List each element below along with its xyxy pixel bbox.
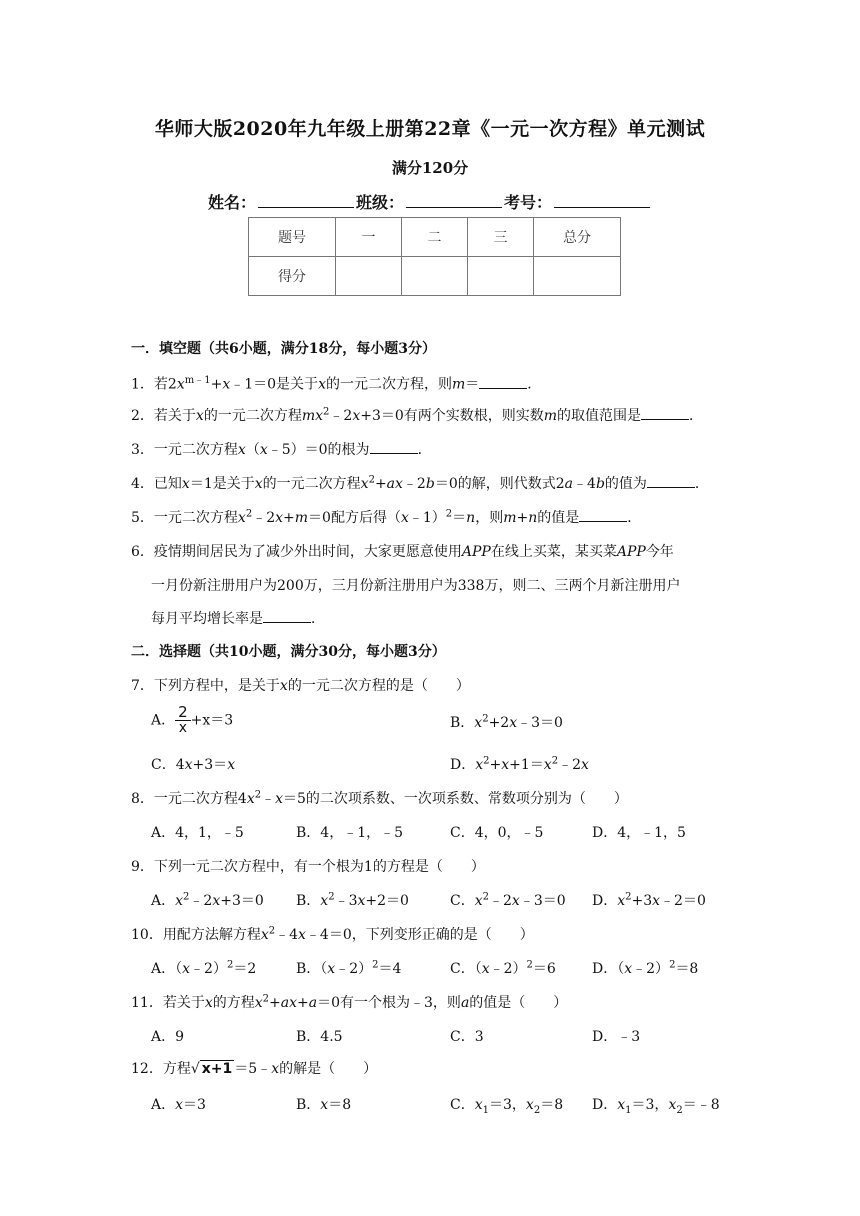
q12-option-d[interactable]: D．$x_1=3$，$x_2=﹣8$ [592,1097,720,1116]
answer-blank[interactable] [579,507,627,522]
q8-option-c[interactable]: C．4，0，﹣5 [450,825,544,841]
score-table-row [249,257,621,296]
q10-option-b[interactable]: B．（x﹣2）$^2$＝4 [296,959,402,977]
question-7: 7．下列方程中，是关于x的一元二次方程的是（ ） [131,678,470,694]
q7-option-c[interactable]: C．4x+3＝x [151,757,236,773]
answer-blank[interactable] [370,439,418,454]
score-header-cell: 一 [336,218,402,257]
student-info-row [208,190,652,213]
question-6-line-1: 6．疫情期间居民为了减少外出时间，大家更愿意使用APP在线上买菜，某买菜APP今年 [131,544,674,560]
q11-option-d[interactable]: D．﹣3 [592,1029,641,1045]
score-table [248,217,621,296]
question-9: 9．下列一元二次方程中，有一个根为1的方程是（ ） [131,859,485,875]
q12-option-c[interactable]: C．$x_1=3$，$x_2=8$ [450,1097,564,1116]
exam-no-blank[interactable] [554,191,650,208]
full-score: 满分120分 [391,159,469,177]
score-row-label: 得分 [249,257,336,296]
question-10: 10．用配方法解方程$x^2﹣4x﹣4=0$，下列变形正确的是（ ） [131,925,534,943]
q9-option-c[interactable]: C．$x^2﹣2x﹣3=0$ [450,891,566,909]
score-cell[interactable] [468,257,534,296]
q12-option-a[interactable]: A．x＝3 [151,1097,206,1113]
answer-blank[interactable] [641,405,689,420]
section2-heading: 二．选择题（共10小题，满分30分，每小题3分） [131,644,446,660]
class-blank[interactable] [406,191,502,208]
q8-option-d[interactable]: D．4，﹣1，5 [592,825,686,841]
score-header-cell: 二 [402,218,468,257]
q9-option-d[interactable]: D．$x^2+3x﹣2=0$ [592,891,706,909]
q11-option-c[interactable]: C．3 [450,1029,484,1045]
score-table-header [249,218,621,257]
question-4: 4．已知x＝1是关于x的一元二次方程$x^2+ax﹣2b=0$的解，则代数式2a﹣4b的值为 ． [131,474,709,492]
answer-blank[interactable] [479,374,527,389]
q9-option-a[interactable]: A．$x^2﹣2x+3=0$ [151,891,264,909]
q11-option-a[interactable]: A．9 [151,1029,185,1045]
q7-option-d[interactable]: D．$x^2+x+1=x^2﹣2x$ [450,755,589,773]
question-2: 2．若关于x的一元二次方程$mx^2﹣2x+3=0$有两个实数根，则实数m的取值范围是 ． [131,406,704,424]
page-title: 华师大版2020年九年级上册第22章《一元一次方程》单元测试 [154,118,706,140]
score-cell[interactable] [336,257,402,296]
score-header-cell: 三 [468,218,534,257]
class-label: 班级： [356,193,405,212]
q9-option-b[interactable]: B．$x^2﹣3x+2=0$ [296,891,409,909]
exam-no-label: 考号： [504,193,553,212]
question-5: 5．一元二次方程$x^2﹣2x+m=0$配方后得（x﹣1）$^2$＝n，则m+n的值是 ． [131,508,642,526]
q10-option-c[interactable]: C．（x﹣2）$^2$＝6 [450,959,556,977]
section1-heading: 一．填空题（共6小题，满分18分，每小题3分） [131,341,436,357]
q7-option-b[interactable]: B．$x^2+2x﹣3=0$ [450,713,563,731]
q11-option-b[interactable]: B．4.5 [296,1029,343,1045]
score-cell[interactable] [402,257,468,296]
q10-option-d[interactable]: D．（x﹣2）$^2$＝8 [592,959,699,977]
q8-option-a[interactable]: A．4，1，﹣5 [151,825,244,841]
question-1: 1．若$2x^{m﹣1}+x﹣1=0$是关于x的一元二次方程，则m＝ ． [131,375,542,393]
q8-option-b[interactable]: B．4，﹣1，﹣5 [296,825,404,841]
question-3: 3．一元二次方程x（x﹣5）＝0的根为 ． [131,439,432,459]
q12-option-b[interactable]: B．x＝8 [296,1097,352,1113]
name-blank[interactable] [258,191,354,208]
fraction: $\frac{2}{x}$ [175,705,191,736]
score-cell[interactable] [534,257,621,296]
score-header-cell: 总分 [534,218,621,257]
q10-option-a[interactable]: A．（x﹣2）$^2$＝2 [151,959,257,977]
question-8: 8．一元二次方程$4x^2﹣x=5$的二次项系数、一次项系数、常数项分别为（ ） [131,789,628,807]
answer-blank[interactable] [647,473,695,488]
score-header-cell: 题号 [249,218,336,257]
question-12: 12．方程√ x+1 ＝5﹣x的解是（ ） [131,1061,378,1077]
q7-option-a[interactable]: A． $\frac{2}{x}$ +x＝3 [151,703,234,736]
square-root: √ x+1 [190,1061,233,1077]
answer-blank[interactable] [263,608,311,623]
question-6-line-3: 每月平均增长率是 ． [151,608,325,628]
name-label: 姓名： [208,193,257,212]
question-11: 11．若关于x的方程$x^2+ax+a=0$有一个根为﹣3，则a的值是（ ） [131,993,568,1011]
question-6-line-2: 一月份新注册用户为200万，三月份新注册用户为338万，则二、三两个月新注册用户 [151,578,681,594]
